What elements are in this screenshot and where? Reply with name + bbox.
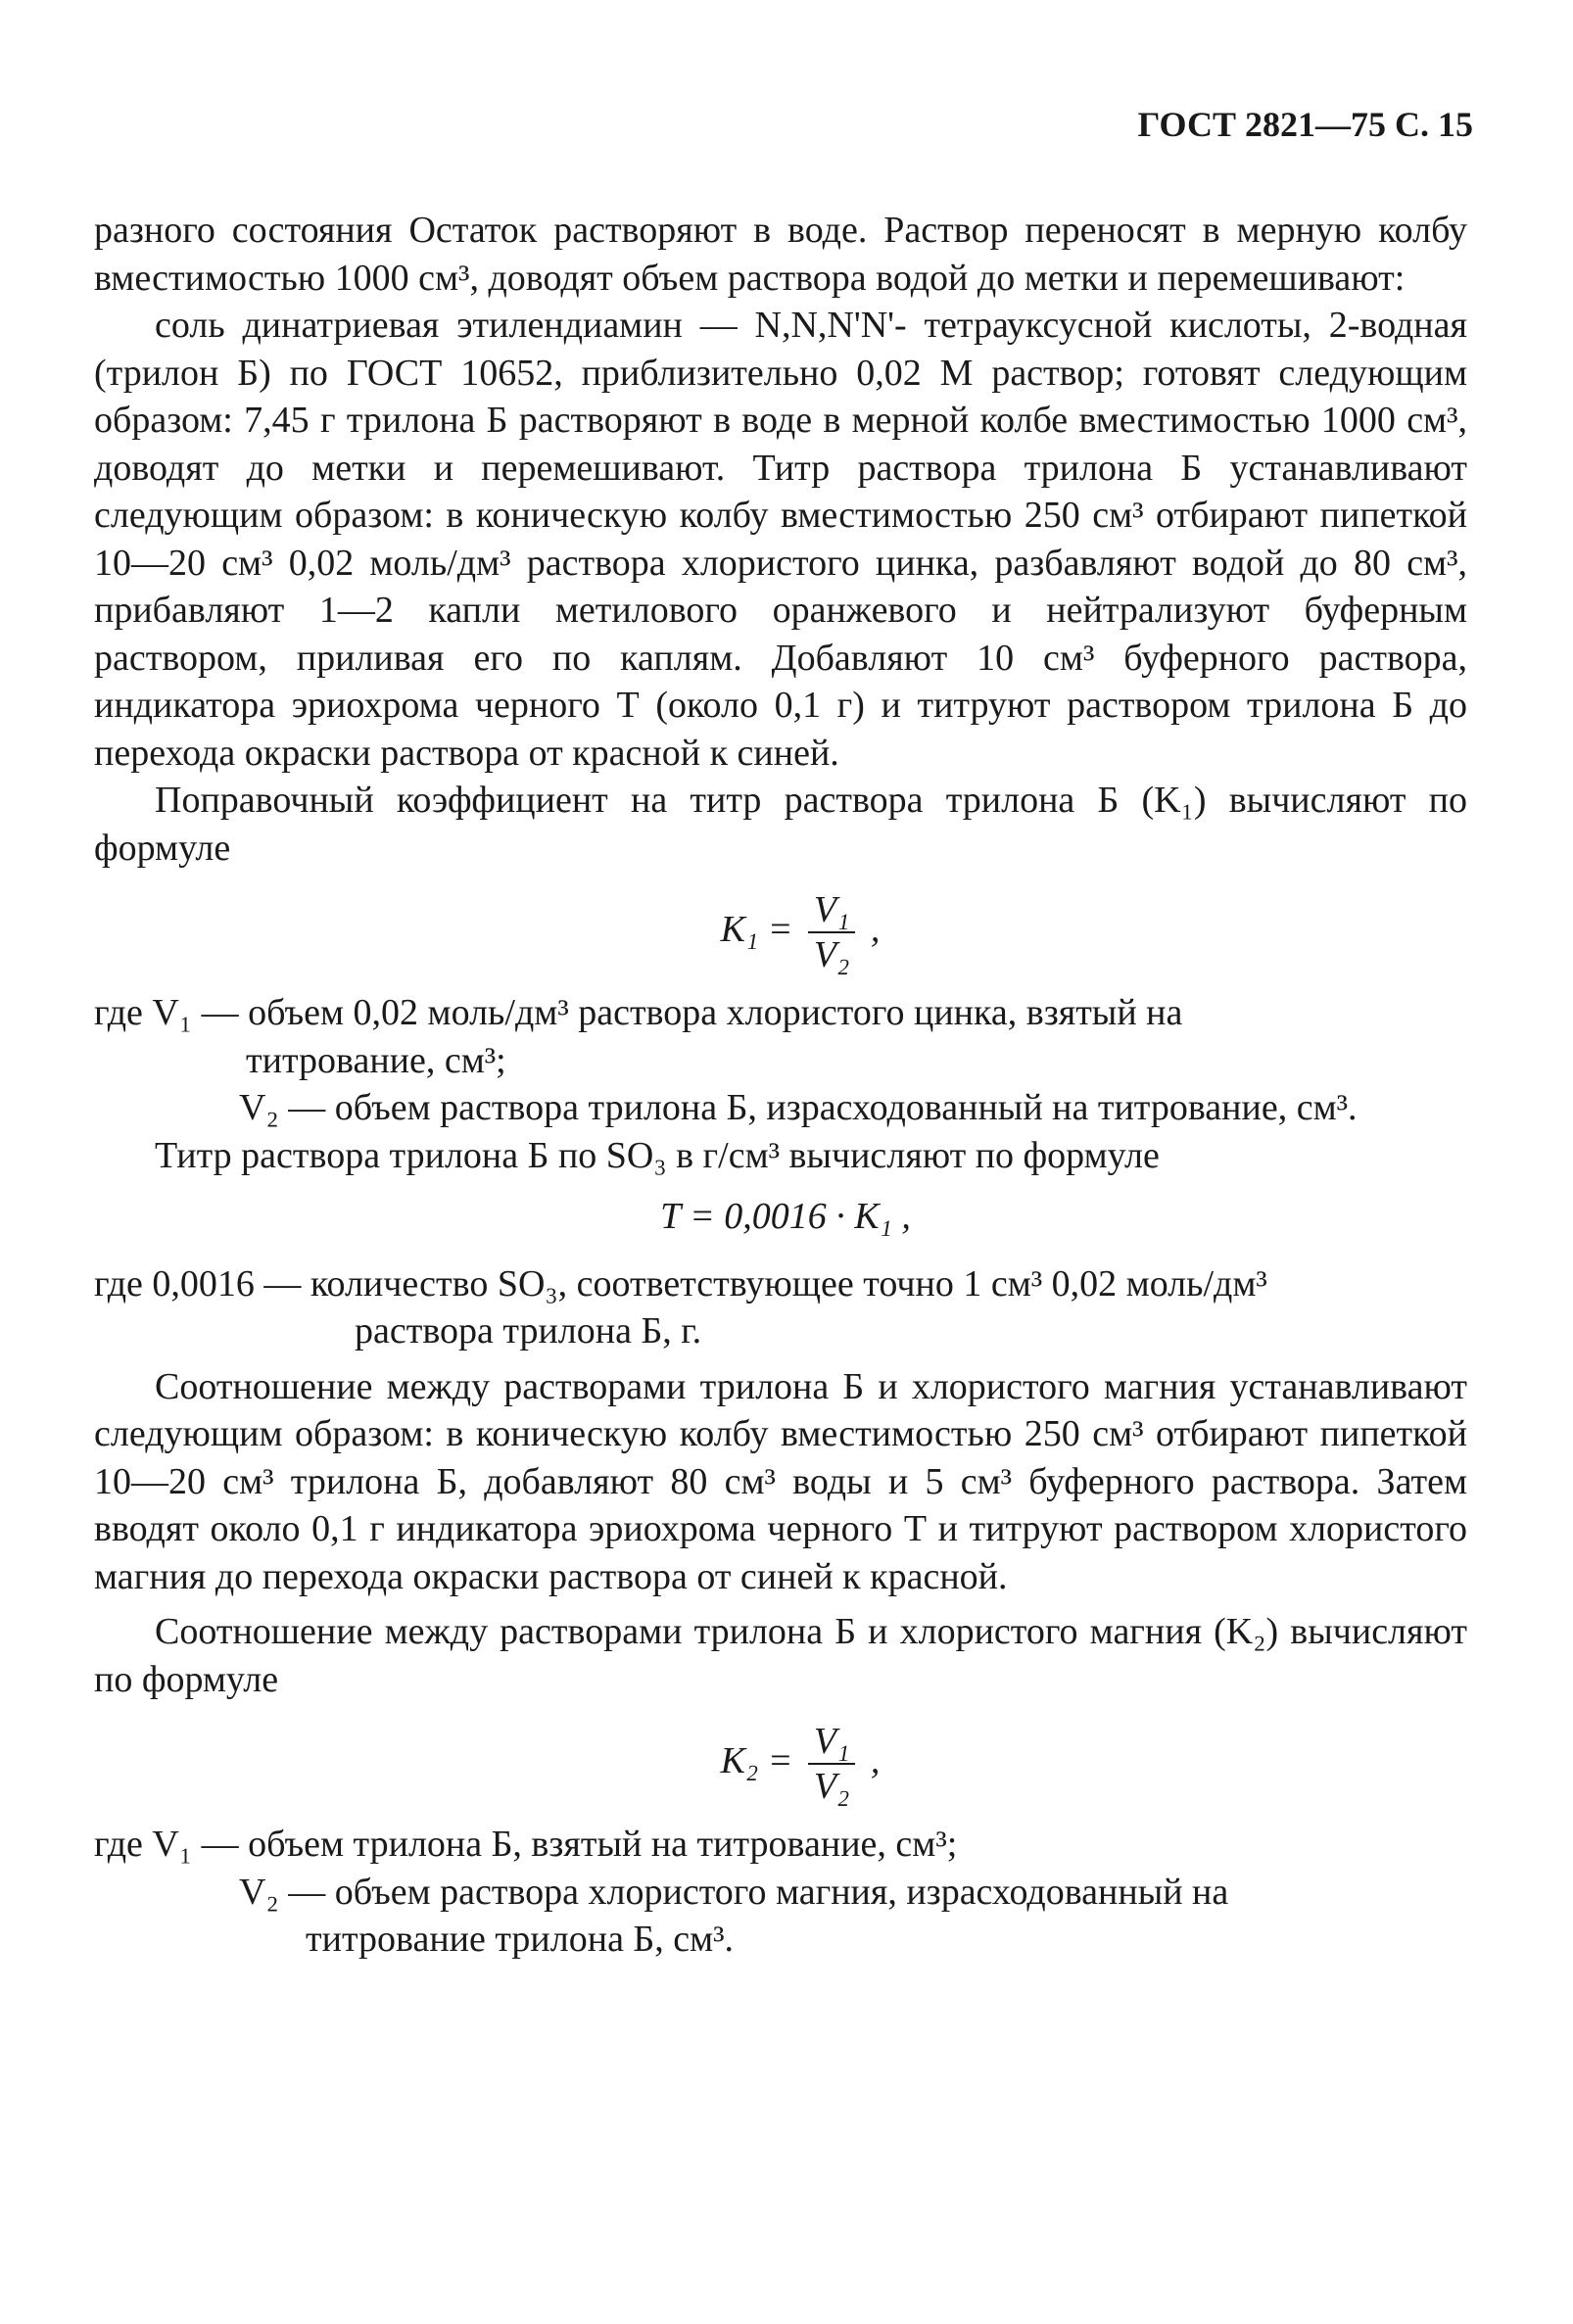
where-item-k2-v1 [94,1821,1467,1869]
formula-titer-text: T = 0,0016 · K₁ , [660,1196,911,1237]
formula-k1-denominator: V₂ [813,934,850,976]
where-desc-v1: объем 0,02 моль/дм³ раствора хлористого цинка, взятый на [248,992,1183,1033]
where-item-v1 [94,989,1467,1037]
where-item-v2 [94,1084,1467,1132]
paragraph-trilon-b: соль динатриевая этилендиамин — N,N,N'N'- тетрауксусной кислоты, 2-водная (трилон Б) по ГОСТ 10652, приблизительно 0,02 М раствор; готовят следующим образом: 7,45 г трилона Б растворяют в воде в мерной колбе вместимостью 1000 см³, доводят до метки и перемешивают. Титр раствора трилона Б устанавливают следующим образом: в коническую колбу вместимостью 250 см³ отбирают пипеткой 10—20 см³ 0,02 моль/дм³ раствора хлористого цинка, разбавляют водой до 80 см³, прибавляют 1—2 капли метилового оранжевого и нейтрализуют буферным раствором, приливая его по каплям. Добавляют 10 см³ буферного раствора, индикатора эриохрома черного Т (около 0,1 г) и титруют раствором трилона Б до перехода окраски раствора от красной к синей. [94,305,1467,774]
where-lead-k2-v1: где V₁ — [94,1824,249,1865]
formula-k1-fraction [808,888,855,976]
running-head: ГОСТ 2821—75 С. 15 [1137,105,1473,144]
where-cont-v1: титрование, см³; [246,1039,506,1081]
formula-k1-lhs: K₁ = [720,909,793,950]
where-lead-constant: где 0,0016 — [94,1262,310,1304]
formula-titer [94,1193,1467,1241]
formula-k2-tail: , [870,1740,881,1781]
where-cont-constant: раствора трилона Б, г. [355,1310,702,1352]
formula-k2 [94,1707,1467,1815]
paragraph-ratio-formula-intro: Соотношение между растворами трилона Б и хлористого магния (K₂) вычисляют по формуле [94,1611,1467,1700]
formula-k1 [94,876,1467,983]
where-desc-k2-v1: объем трилона Б, взятый на титрование, см³; [248,1824,958,1865]
formula-k2-fraction [808,1720,855,1808]
where-item-constant [94,1260,1467,1308]
formula-k2-lhs: K₂ = [720,1740,793,1781]
formula-k2-numerator: V₁ [808,1720,855,1765]
where-desc-v2: объем раствора трилона Б, израсходованный на титрование, см³. [334,1087,1358,1128]
where-desc-constant: количество SO₃, соответствующее точно 1 см³ 0,02 моль/дм³ [310,1262,1267,1304]
where-lead-v1: где V₁ — [94,992,249,1033]
where-desc-k2-v2: объем раствора хлористого магния, израсходованный на [334,1871,1229,1913]
formula-k1-tail: , [870,909,881,950]
where-item-k2-v2 [94,1869,1467,1917]
where-cont-k2-v2: титрование трилона Б, см³. [306,1919,735,1960]
where-block-k1 [94,989,1467,1132]
where-block-k2 [94,1821,1467,1964]
where-lead-v2: V₂ — [239,1087,335,1128]
formula-k1-numerator: V₁ [808,888,855,933]
paragraph-ratio-method: Соотношение между растворами трилона Б и хлористого магния устанавливают следующим образом: в коническую колбу вместимостью 250 см³ отбирают пипеткой 10—20 см³ трилона Б, добавляют 80 см³ воды и 5 см³ буферного раствора. Затем вводят около 0,1 г индикатора эриохрома черного Т и титруют раствором хлористого магния до перехода окраски раствора от синей к красной. [94,1365,1467,1597]
where-lead-k2-v2: V₂ — [239,1871,335,1913]
paragraph-correction-factor: Поправочный коэффициент на титр раствора трилона Б (K₁) вычисляют по формуле [94,780,1467,869]
paragraph-titer-formula-intro: Титр раствора трилона Б по SO₃ в г/см³ вычисляют по формуле [155,1134,1160,1176]
where-block-titer [94,1260,1467,1355]
formula-k2-denominator: V₂ [813,1766,850,1808]
paragraph-continued: разного состояния Остаток растворяют в воде. Раствор переносят в мерную колбу вместимостью 1000 см³, доводят объем раствора водой до метки и перемешивают: [94,210,1467,299]
